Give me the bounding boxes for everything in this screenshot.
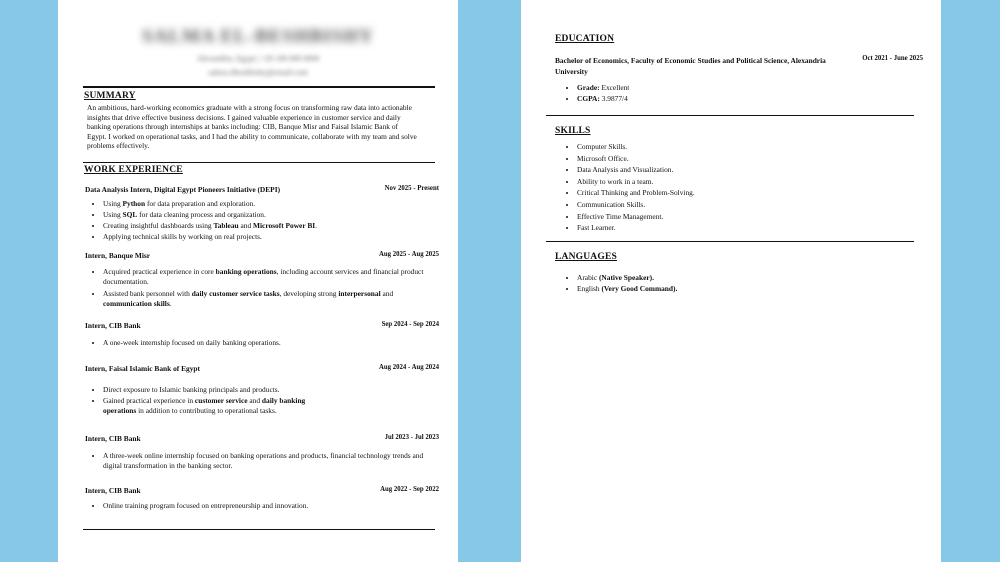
- job-date: Aug 2022 - Sep 2022: [380, 486, 439, 493]
- list-item: • Fast Learner.: [577, 222, 877, 234]
- education-divider: [546, 115, 914, 116]
- list-item: • Applying technical skills by working on real projects.: [103, 231, 433, 242]
- job-date: Sep 2024 - Sep 2024: [381, 321, 439, 328]
- job-title: Data Analysis Intern, Digital Egypt Pioneers Initiative (DEPI): [85, 185, 281, 194]
- contact-email: salma.elbeshbishy@email.com: [208, 68, 308, 77]
- summary-divider: [83, 162, 435, 163]
- job-date: Aug 2025 - Aug 2025: [378, 251, 439, 258]
- footer-divider: [83, 529, 435, 530]
- list-item: • Using Python for data preparation and exploration.: [103, 198, 433, 209]
- job-bullets: [87, 385, 339, 416]
- list-item: • Ability to work in a team.: [577, 176, 877, 188]
- header-divider: [83, 86, 435, 88]
- job-bullets: [87, 500, 433, 511]
- list-item: • Direct exposure to Islamic banking principals and products.: [103, 385, 339, 395]
- resume-page-2: [521, 0, 941, 562]
- languages-heading: LANGUAGES: [555, 252, 617, 262]
- job-title: Intern, CIB Bank: [85, 434, 141, 443]
- list-item: • Using SQL for data cleaning process and organization.: [103, 209, 433, 220]
- job-bullets: [87, 267, 439, 309]
- education-heading: EDUCATION: [555, 34, 615, 44]
- list-item: • Computer Skills.: [577, 141, 877, 153]
- summary-heading: SUMMARY: [84, 91, 136, 101]
- list-item: • A three-week online internship focused on banking operations and products, financial technology trends and digital transformation in the banking sector.: [103, 451, 435, 471]
- list-item: • Acquired practical experience in core banking operations, including account services and financial product documentation.: [103, 267, 439, 287]
- list-item: • Creating insightful dashboards using Tableau and Microsoft Power BI.: [103, 220, 433, 231]
- job-bullets: [87, 451, 435, 471]
- job-title: Intern, CIB Bank: [85, 321, 141, 330]
- list-item: • Effective Time Management.: [577, 211, 877, 223]
- contact-line: Alexandria, Egypt | +20 100 000 0000: [196, 54, 320, 63]
- job-bullets: [87, 337, 433, 348]
- list-item: • English (Very Good Command).: [577, 283, 877, 294]
- job-title: Intern, Faisal Islamic Bank of Egypt: [85, 364, 200, 373]
- list-item: • CGPA: 3.9877/4: [577, 93, 877, 104]
- skills-heading: SKILLS: [555, 126, 591, 136]
- list-item: • Critical Thinking and Problem-Solving.: [577, 187, 877, 199]
- education-bullets: [561, 82, 877, 104]
- list-item: • Microsoft Office.: [577, 153, 877, 165]
- candidate-name: SALMA EL-BESHBISHY: [142, 26, 374, 47]
- degree-title: Bachelor of Economics, Faculty of Economic Studies and Political Science, Alexandria University: [555, 56, 826, 76]
- job-title: Intern, CIB Bank: [85, 486, 141, 495]
- list-item: • Grade: Excellent: [577, 82, 877, 93]
- job-title: Intern, Banque Misr: [85, 251, 151, 260]
- list-item: • Gained practical experience in customer service and daily banking operations in addition to contributing to operational tasks.: [103, 396, 339, 416]
- list-item: • Assisted bank personnel with daily customer service tasks, developing strong interpersonal and communication skills.: [103, 289, 439, 309]
- list-item: • Arabic (Native Speaker).: [577, 272, 877, 283]
- list-item: • A one-week internship focused on daily banking operations.: [103, 337, 433, 348]
- list-item: • Online training program focused on entrepreneurship and innovation.: [103, 500, 433, 511]
- skills-list: [561, 141, 877, 234]
- job-date: Aug 2024 - Aug 2024: [378, 364, 439, 371]
- resume-page-1: [58, 0, 458, 562]
- education-date: Oct 2021 - June 2025: [862, 55, 923, 62]
- list-item: • Communication Skills.: [577, 199, 877, 211]
- list-item: • Data Analysis and Visualization.: [577, 164, 877, 176]
- job-date: Nov 2025 - Present: [384, 185, 439, 192]
- work-experience-heading: WORK EXPERIENCE: [84, 165, 183, 175]
- skills-divider: [546, 241, 914, 242]
- languages-list: [561, 272, 877, 294]
- job-date: Jul 2023 - Jul 2023: [384, 434, 439, 441]
- job-bullets: [87, 198, 433, 242]
- summary-text: An ambitious, hard-working economics graduate with a strong focus on transforming raw data into actionable insights that drive effective business decisions. I gained valuable experience in customer service and daily banking operations through internships at banks including: CIB, Banque Misr and Faisal Islamic Bank of Egypt. I worked on operational tasks, and I had the ability to communicate, collaborate with my team and solve problems effectively.: [87, 103, 417, 151]
